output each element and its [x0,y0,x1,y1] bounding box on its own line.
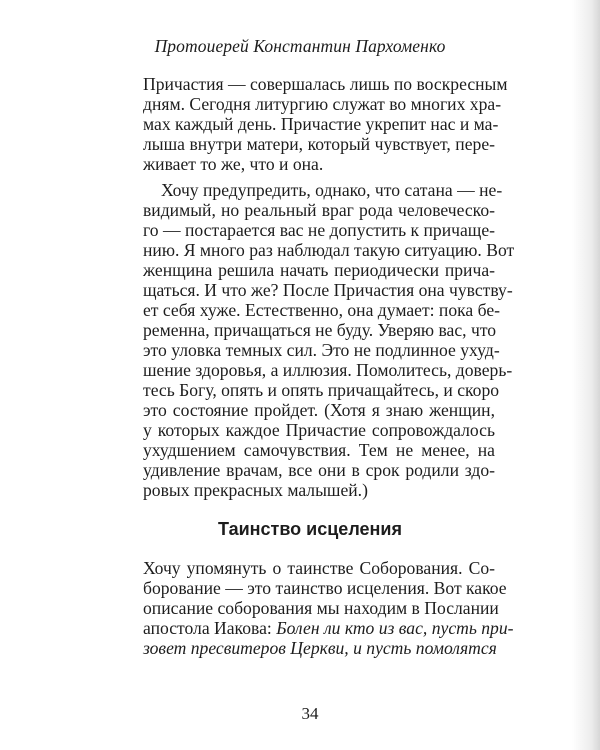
text-line: тесь Богу, опять и опять причащайтесь, и скоро [143,380,500,400]
text-line: у которых каждое Причастие сопровождалось [143,420,495,440]
text-line: шение здоровья, а иллюзия. Помолитесь, доверь- [143,360,513,380]
text-line: женщина решила начать периодически прича- [143,260,495,280]
text-line: ухудшением самочувствия. Тем не менее, на [143,440,495,460]
page-number: 34 [301,704,319,723]
running-header: Протоиерей Константин Пархоменко [154,36,446,56]
text-line: Хочу предупредить, однако, что сатана — не- [161,180,503,200]
text-plain: апостола Иакова: [143,618,277,638]
paragraph-1 [143,74,508,174]
text-line: мах каждый день. Причастие укрепит нас и ма- [143,114,499,134]
text-line: борование — это таинство исцеления. Вот какое [143,578,507,598]
paragraph-3 [143,558,514,658]
text-line: это уловка темных сил. Это не подлинное ухуд- [143,340,500,360]
scripture-quote: зовет пресвитеров Церкви, и пусть помолятся [143,638,497,658]
scripture-quote: Болен ли кто из вас, пусть при- [276,618,514,638]
text-line: щаться. И что же? После Причастия она чувству- [143,280,513,300]
text-line: это состояние пройдет. (Хотя я знаю женщин, [143,400,495,420]
section-heading: Таинство исцеления [218,519,402,539]
text-line: живает то же, что и она. [143,154,324,174]
text-line: дням. Сегодня литургию служат во многих хра- [143,94,502,114]
text-line: ровых прекрасных малышей.) [143,480,368,500]
text-line [143,618,514,638]
text-line: лыша внутри матери, который чувствует, пере- [143,134,495,154]
text-line: удивление врачам, все они в срок родили здо- [143,460,495,480]
text-line: видимый, но реальный враг рода человеческо- [143,200,495,220]
text-line: нию. Я много раз наблюдал такую ситуацию. Вот [143,240,515,260]
text-line: Хочу упомянуть о таинстве Соборования. Со- [143,558,495,578]
page-edge-shadow [572,0,600,750]
text-line: го — постарается вас не допустить к причаще- [143,220,495,240]
text-line: ременна, причащаться не буду. Уверяю вас, что [143,320,497,340]
text-line: ет себя хуже. Естественно, она думает: пока бе- [143,300,501,320]
text-line: Причастия — совершалась лишь по воскресным [143,74,508,94]
text-line: описание соборования мы находим в Послании [143,598,499,618]
paragraph-2 [143,180,515,500]
